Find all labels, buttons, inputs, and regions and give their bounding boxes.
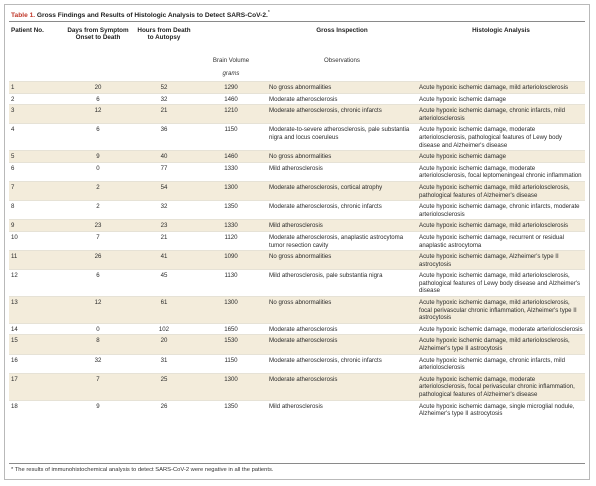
- cell-patient-no: 10: [9, 231, 63, 250]
- cell-patient-no: 5: [9, 151, 63, 163]
- cell-observations: Moderate-to-severe atherosclerosis, pale substantia nigra and locus coeruleus: [267, 124, 417, 151]
- cell-patient-no: 3: [9, 105, 63, 124]
- cell-patient-no: 18: [9, 400, 63, 419]
- cell-days: 6: [63, 124, 133, 151]
- cell-days: 23: [63, 220, 133, 232]
- table-label: Table 1.: [11, 12, 36, 20]
- cell-histologic-analysis: Acute hypoxic ischemic damage, mild arteriolosclerosis: [417, 220, 585, 232]
- table-row: [9, 251, 585, 270]
- cell-days: 26: [63, 251, 133, 270]
- cell-days: 7: [63, 231, 133, 250]
- cell-patient-no: 16: [9, 354, 63, 373]
- table-row: [9, 400, 585, 419]
- cell-histologic-analysis: Acute hypoxic ischemic damage, chronic infarcts, moderate arteriolosclerosis: [417, 201, 585, 220]
- cell-brain-volume: 1350: [195, 400, 267, 419]
- cell-observations: Moderate atherosclerosis, chronic infarcts: [267, 105, 417, 124]
- cell-histologic-analysis: Acute hypoxic ischemic damage, chronic infarcts, mild arteriolosclerosis: [417, 354, 585, 373]
- cell-observations: Moderate atherosclerosis, cortical atrophy: [267, 181, 417, 200]
- cell-patient-no: 1: [9, 82, 63, 94]
- cell-observations: Moderate atherosclerosis, chronic infarcts: [267, 201, 417, 220]
- cell-days: 7: [63, 373, 133, 400]
- cell-days: 32: [63, 354, 133, 373]
- cell-histologic-analysis: Acute hypoxic ischemic damage, moderate arteriolosclerosis: [417, 323, 585, 335]
- cell-hours: 45: [133, 270, 195, 297]
- cell-observations: No gross abnormalities: [267, 82, 417, 94]
- table-title-marker: *: [267, 10, 270, 16]
- cell-brain-volume: 1330: [195, 162, 267, 181]
- cell-hours: 52: [133, 82, 195, 94]
- table-title-text: Gross Findings and Results of Histologic Analysis to Detect SARS-CoV-2.: [36, 12, 268, 20]
- cell-brain-volume: 1300: [195, 181, 267, 200]
- cell-brain-volume: 1460: [195, 93, 267, 105]
- cell-days: 0: [63, 323, 133, 335]
- table-title: [11, 10, 270, 19]
- cell-hours: 61: [133, 297, 195, 324]
- cell-patient-no: 17: [9, 373, 63, 400]
- cell-hours: 26: [133, 400, 195, 419]
- cell-days: 6: [63, 270, 133, 297]
- cell-days: 2: [63, 181, 133, 200]
- cell-histologic-analysis: Acute hypoxic ischemic damage, single microglial nodule, Alzheimer's type II astrocytosis: [417, 400, 585, 419]
- cell-brain-volume: 1330: [195, 220, 267, 232]
- table-row: [9, 354, 585, 373]
- table-body: [9, 82, 585, 419]
- cell-days: 9: [63, 151, 133, 163]
- cell-histologic-analysis: Acute hypoxic ischemic damage, mild arteriolosclerosis, pathological features of Lewy body disease and Alzheimer's disease: [417, 270, 585, 297]
- table-row: [9, 323, 585, 335]
- cell-hours: 102: [133, 323, 195, 335]
- cell-observations: No gross abnormalities: [267, 151, 417, 163]
- cell-days: 0: [63, 162, 133, 181]
- cell-brain-volume: 1290: [195, 82, 267, 94]
- cell-brain-volume: 1150: [195, 354, 267, 373]
- cell-observations: Mild atherosclerosis: [267, 162, 417, 181]
- cell-hours: 32: [133, 201, 195, 220]
- table-row: [9, 82, 585, 94]
- cell-hours: 40: [133, 151, 195, 163]
- table-row: [9, 151, 585, 163]
- subheader-brain-volume: Brain Volume: [212, 57, 250, 64]
- table-row: [9, 201, 585, 220]
- cell-histologic-analysis: Acute hypoxic ischemic damage, moderate arteriolosclerosis, focal leptomeningeal chronic inflammation: [417, 162, 585, 181]
- cell-hours: 23: [133, 220, 195, 232]
- cell-histologic-analysis: Acute hypoxic ischemic damage: [417, 151, 585, 163]
- cell-histologic-analysis: Acute hypoxic ischemic damage, recurrent or residual anaplastic astrocytoma: [417, 231, 585, 250]
- cell-observations: Moderate atherosclerosis, chronic infarcts: [267, 354, 417, 373]
- table-row: [9, 124, 585, 151]
- unit-grams: grams: [222, 70, 240, 77]
- cell-patient-no: 7: [9, 181, 63, 200]
- cell-patient-no: 9: [9, 220, 63, 232]
- cell-brain-volume: 1460: [195, 151, 267, 163]
- table-footnote: * The results of immunohistochemical analysis to detect SARS-CoV-2 were negative in all the patients.: [11, 467, 274, 473]
- table-row: [9, 373, 585, 400]
- table-row: [9, 335, 585, 354]
- cell-observations: Moderate atherosclerosis: [267, 93, 417, 105]
- cell-hours: 32: [133, 93, 195, 105]
- cell-hours: 31: [133, 354, 195, 373]
- cell-brain-volume: 1350: [195, 201, 267, 220]
- cell-brain-volume: 1300: [195, 297, 267, 324]
- cell-days: 2: [63, 201, 133, 220]
- cell-hours: 36: [133, 124, 195, 151]
- cell-patient-no: 12: [9, 270, 63, 297]
- cell-histologic-analysis: Acute hypoxic ischemic damage, chronic infarcts, mild arteriolosclerosis: [417, 105, 585, 124]
- cell-histologic-analysis: Acute hypoxic ischemic damage, mild arteriolosclerosis: [417, 82, 585, 94]
- cell-patient-no: 8: [9, 201, 63, 220]
- cell-days: 12: [63, 105, 133, 124]
- cell-days: 8: [63, 335, 133, 354]
- header-histologic-analysis: Histologic Analysis: [472, 27, 530, 34]
- top-rule: [9, 21, 585, 22]
- cell-patient-no: 6: [9, 162, 63, 181]
- table-row: [9, 220, 585, 232]
- cell-hours: 21: [133, 105, 195, 124]
- cell-observations: Moderate atherosclerosis: [267, 323, 417, 335]
- cell-patient-no: 14: [9, 323, 63, 335]
- cell-brain-volume: 1150: [195, 124, 267, 151]
- header-patient-no: Patient No.: [11, 27, 44, 34]
- cell-hours: 54: [133, 181, 195, 200]
- table-row: [9, 297, 585, 324]
- cell-days: 6: [63, 93, 133, 105]
- cell-hours: 41: [133, 251, 195, 270]
- table-row: [9, 270, 585, 297]
- cell-brain-volume: 1650: [195, 323, 267, 335]
- cell-histologic-analysis: Acute hypoxic ischemic damage, mild arteriolosclerosis, focal perivascular chronic inflammation, Alzheimer's type II astrocytosis: [417, 297, 585, 324]
- cell-hours: 77: [133, 162, 195, 181]
- cell-patient-no: 13: [9, 297, 63, 324]
- cell-observations: No gross abnormalities: [267, 251, 417, 270]
- header-hours: Hours from Death to Autopsy: [137, 27, 191, 42]
- cell-histologic-analysis: Acute hypoxic ischemic damage, moderate arteriolosclerosis, focal perivascular chronic inflammation, pathological features of Alzheimer's disease: [417, 373, 585, 400]
- cell-histologic-analysis: Acute hypoxic ischemic damage, Alzheimer's type II astrocytosis: [417, 251, 585, 270]
- header-gross-inspection: Gross Inspection: [316, 27, 368, 34]
- table-frame: [4, 4, 590, 480]
- cell-days: 9: [63, 400, 133, 419]
- cell-days: 12: [63, 297, 133, 324]
- header-days: Days from Symptom Onset to Death: [67, 27, 129, 42]
- cell-observations: Moderate atherosclerosis: [267, 373, 417, 400]
- cell-histologic-analysis: Acute hypoxic ischemic damage: [417, 93, 585, 105]
- cell-brain-volume: 1530: [195, 335, 267, 354]
- cell-observations: Mild atherosclerosis, pale substantia nigra: [267, 270, 417, 297]
- cell-patient-no: 2: [9, 93, 63, 105]
- cell-observations: Moderate atherosclerosis, anaplastic astrocytoma tumor resection cavity: [267, 231, 417, 250]
- cell-histologic-analysis: Acute hypoxic ischemic damage, mild arteriolosclerosis, pathological features of Alzheimer's disease: [417, 181, 585, 200]
- table-row: [9, 181, 585, 200]
- cell-patient-no: 4: [9, 124, 63, 151]
- cell-observations: Mild atherosclerosis: [267, 400, 417, 419]
- cell-hours: 21: [133, 231, 195, 250]
- cell-brain-volume: 1090: [195, 251, 267, 270]
- cell-patient-no: 15: [9, 335, 63, 354]
- findings-table: [9, 27, 585, 419]
- table-row: [9, 231, 585, 250]
- table-row: [9, 162, 585, 181]
- bottom-rule: [9, 463, 585, 464]
- cell-hours: 25: [133, 373, 195, 400]
- table-row: [9, 93, 585, 105]
- cell-observations: No gross abnormalities: [267, 297, 417, 324]
- cell-brain-volume: 1120: [195, 231, 267, 250]
- cell-brain-volume: 1210: [195, 105, 267, 124]
- cell-histologic-analysis: Acute hypoxic ischemic damage, mild arteriolosclerosis, Alzheimer's type II astrocytosis: [417, 335, 585, 354]
- cell-patient-no: 11: [9, 251, 63, 270]
- subheader-observations: Observations: [324, 57, 360, 64]
- cell-histologic-analysis: Acute hypoxic ischemic damage, moderate arteriolosclerosis, pathological features of Lewy body disease and Alzheimer's disease: [417, 124, 585, 151]
- cell-days: 20: [63, 82, 133, 94]
- table-row: [9, 105, 585, 124]
- cell-brain-volume: 1300: [195, 373, 267, 400]
- cell-observations: Moderate atherosclerosis: [267, 335, 417, 354]
- cell-observations: Mild atherosclerosis: [267, 220, 417, 232]
- cell-hours: 20: [133, 335, 195, 354]
- cell-brain-volume: 1130: [195, 270, 267, 297]
